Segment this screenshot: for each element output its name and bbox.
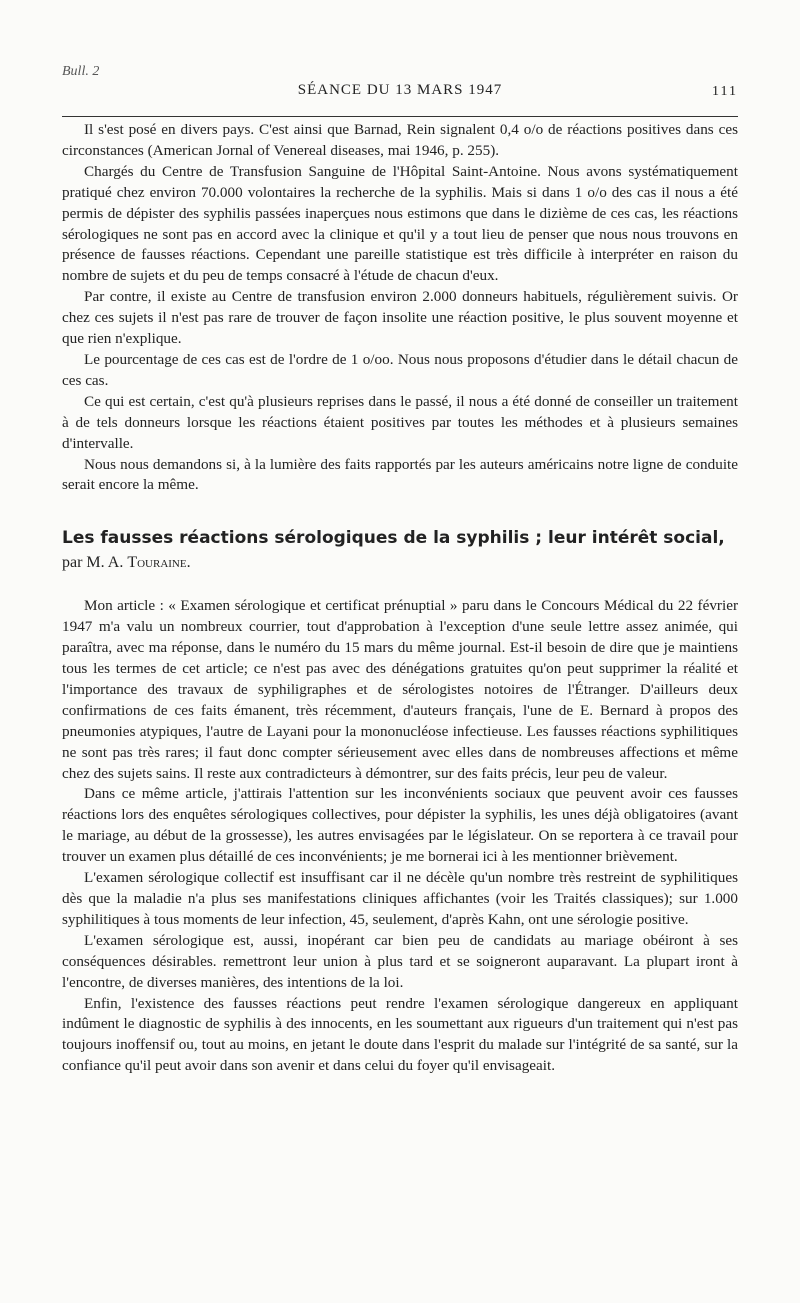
section-byline: par M. A. [62,554,128,572]
paragraph: L'examen sérologique est, aussi, inopérant car bien peu de candidats au mariage obéiront à ses conséquences désirables. remettront leur union à plus tard et se soigneront auparavant. La plupart iront à l'encontre, de diverses manières, des intentions de la loi. [62,931,738,991]
paragraph: Le pourcentage de ces cas est de l'ordre de 1 o/oo. Nous nous proposons d'étudier dans le détail chacun de ces cas. [62,350,738,389]
paragraph: Chargés du Centre de Transfusion Sanguine de l'Hôpital Saint-Antoine. Nous avons systématiquement pratiqué chez environ 70.000 volontaires la recherche de la syphilis. Mais si dans 1 o/o des cas il nous a été permis de dépister des syphilis passées inaperçues nous estimons que dans le dizième de ces cas, les réactions sérologiques ne sont pas en accord avec la clinique et qu'il y a tout lieu de penser que nous nous trouvons en présence de fausses réactions. Cependant une pareille statistique est très difficile à interpréter en raison du nombre de sujets et du peu de temps consacré à l'étude de chacun d'eux. [62,162,738,285]
paragraph: Par contre, il existe au Centre de transfusion environ 2.000 donneurs habituels, régulièrement suivis. Or chez ces sujets il n'est pas rare de trouver de façon insolite une réaction positive, le plus souvent moyenne et que rien n'explique. [62,288,738,348]
paragraph: L'examen sérologique collectif est insuffisant car il ne décèle qu'un nombre très restreint de syphilitiques dès que la maladie n'a plus ses manifestations cliniques affichantes (voir les Traités classiques); sur 1.000 syphilitiques à tous moments de leur infection, 45, seulement, d'après Kahn, ont une sérologie positive. [62,869,738,928]
margin-note: Bull. 2 [62,64,100,79]
paragraph: Dans ce même article, j'attirais l'attention sur les inconvénients sociaux que peuvent avoir ces fausses réactions lors des enquêtes sérologiques collectives, pour dépister la syphilis, les unes déjà obligatoires (avant le mariage, au début de la grossesse), les autres envisagées par le législateur. On se reportera à ce travail pour trouver un examen plus détaillé de ces inconvénients; je me bornerai ici à les mentionner brièvement. [62,785,738,866]
page-header [62,80,738,106]
page-number: 111 [712,84,738,99]
paragraph: Il s'est posé en divers pays. C'est ainsi que Barnad, Rein signalent 0,4 o/o de réactions positives dans ces circonstances (American Jornal of Venereal diseases, mai 1946, p. 255). [62,121,738,159]
paragraph: Nous nous demandons si, à la lumière des faits rapportés par les auteurs américains notre ligne de conduite serait encore la même. [62,455,738,494]
header-rule [62,116,738,117]
section-author: Touraine [127,554,187,572]
article-body [62,120,738,1077]
paragraph: Enfin, l'existence des fausses réactions peut rendre l'examen sérologique dangereux en appliquant indûment le diagnostic de syphilis à des innocents, en les soumettant aux rigueurs d'un traitement qui n'est pas toujours inoffensif ou, tout au moins, en jetant le doute dans l'esprit du malade sur l'intégrité de sa santé, sur la confiance qu'il peut avoir dans son avenir et dans celui du foyer qu'il envisageait. [62,994,738,1075]
paragraph: Ce qui est certain, c'est qu'à plusieurs reprises dans le passé, il nous a été donné de conseiller un traitement à de tels donneurs lorsque les réactions étaient positives par toutes les méthodes et à plusieurs semaines d'intervalle. [62,392,738,452]
section-heading [62,526,738,574]
section-heading-end: . [186,554,191,572]
running-title: SÉANCE DU 13 MARS 1947 [297,82,503,98]
section-title: Les fausses réactions sérologiques de la syphilis ; leur intérêt social, [62,528,725,549]
paragraph: Mon article : « Examen sérologique et certificat prénuptial » paru dans le Concours Médical du 22 février 1947 m'a valu un nombreux courrier, tout d'approbation à l'exception d'une seule lettre assez animée, qui paraîtra, avec ma réponse, dans le numéro du 15 mars du même journal. Est-il besoin de dire que je maintiens tous les termes de cet article; ce n'est pas avec des dénégations gratuites qu'on peut supprimer la réalité et l'importance des travaux de syphiligraphes et de sérologistes notoires de l'Étranger. D'ailleurs deux confirmations de ces faits émanent, très récemment, d'auteurs français, l'une de E. Bernard à propos des pneumonies atypiques, l'autre de Layani pour la mononucléose infectieuse. Les fausses réactions syphilitiques ne sont pas très rares; il faut donc compter sérieusement avec elles dans de nombreuses affections et même chez des sujets sains. Il reste aux contradicteurs à démontrer, sur des faits précis, leur peu de valeur. [62,597,738,782]
